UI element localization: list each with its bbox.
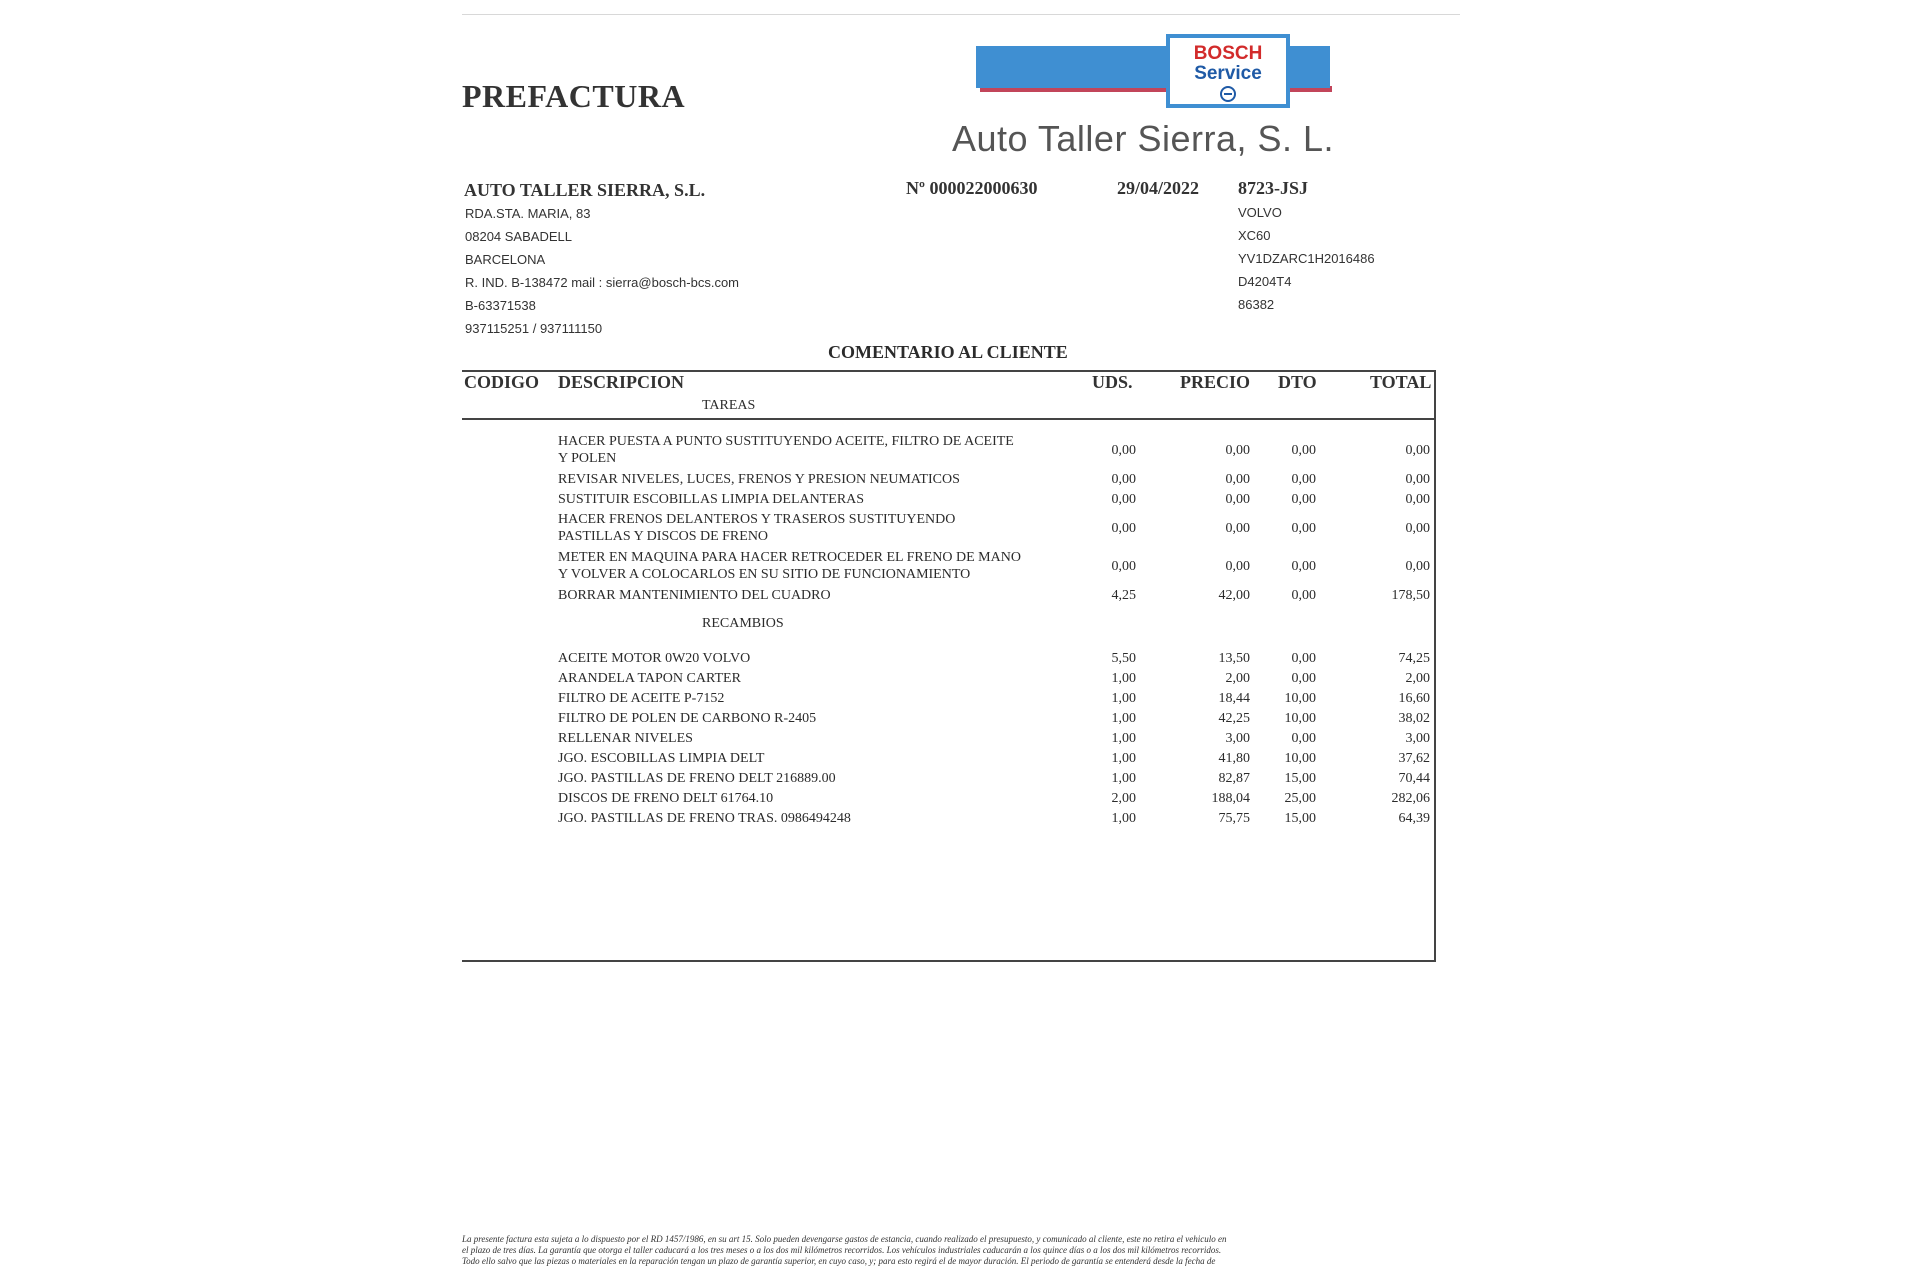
row-price: 188,04: [1211, 791, 1250, 806]
row-units: 5,50: [1111, 651, 1136, 666]
bosch-service-logo: [976, 34, 1330, 100]
col-units: UDS.: [1092, 372, 1133, 392]
row-discount: 10,00: [1284, 691, 1316, 706]
row-total: 3,00: [1405, 731, 1430, 746]
row-description: HACER PUESTA A PUNTO SUSTITUYENDO ACEITE, FILTRO DE ACEITE: [558, 434, 1014, 449]
row-description-cont: Y POLEN: [558, 451, 617, 466]
row-price: 13,50: [1218, 651, 1250, 666]
row-description: SUSTITUIR ESCOBILLAS LIMPIA DELANTERAS: [558, 492, 865, 507]
row-total: 282,06: [1391, 791, 1430, 806]
row-description: JGO. ESCOBILLAS LIMPIA DELT: [558, 751, 765, 766]
row-total: 0,00: [1405, 443, 1430, 458]
row-description: ACEITE MOTOR 0W20 VOLVO: [558, 651, 751, 666]
row-total: 74,25: [1398, 651, 1430, 666]
row-total: 178,50: [1391, 588, 1430, 603]
row-price: 0,00: [1225, 521, 1250, 536]
row-discount: 0,00: [1291, 671, 1316, 686]
row-price: 42,25: [1218, 711, 1250, 726]
row-description-cont: Y VOLVER A COLOCARLOS EN SU SITIO DE FUNCIONAMIENTO: [558, 567, 971, 582]
row-description: METER EN MAQUINA PARA HACER RETROCEDER EL FRENO DE MANO: [558, 550, 1021, 565]
row-units: 0,00: [1111, 492, 1136, 507]
row-description: HACER FRENOS DELANTEROS Y TRASEROS SUSTITUYENDO: [558, 512, 956, 527]
row-units: 0,00: [1111, 443, 1136, 458]
row-units: 1,00: [1111, 811, 1136, 826]
issuer-city: 08204 SABADELL: [465, 229, 572, 244]
row-price: 3,00: [1225, 731, 1250, 746]
row-discount: 0,00: [1291, 588, 1316, 603]
issuer-address: RDA.STA. MARIA, 83: [465, 206, 591, 221]
vehicle-vin: YV1DZARC1H2016486: [1238, 251, 1375, 266]
vehicle-plate: 8723-JSJ: [1238, 178, 1309, 198]
row-price: 75,75: [1218, 811, 1250, 826]
row-discount: 10,00: [1284, 711, 1316, 726]
row-units: 1,00: [1111, 671, 1136, 686]
row-discount: 15,00: [1284, 811, 1316, 826]
col-code: CODIGO: [464, 372, 540, 392]
row-units: 1,00: [1111, 731, 1136, 746]
row-total: 70,44: [1398, 771, 1430, 786]
row-units: 4,25: [1111, 588, 1136, 603]
col-description: DESCRIPCION: [558, 372, 685, 392]
row-total: 0,00: [1405, 521, 1430, 536]
row-total: 0,00: [1405, 492, 1430, 507]
row-price: 2,00: [1225, 671, 1250, 686]
row-price: 0,00: [1225, 492, 1250, 507]
row-units: 0,00: [1111, 472, 1136, 487]
issuer-cif: B-63371538: [465, 298, 536, 313]
row-price: 0,00: [1225, 472, 1250, 487]
comment-title: COMENTARIO AL CLIENTE: [828, 342, 1068, 362]
row-discount: 0,00: [1291, 559, 1316, 574]
vehicle-engine: D4204T4: [1238, 274, 1292, 289]
row-description: JGO. PASTILLAS DE FRENO DELT 216889.00: [558, 771, 836, 786]
row-description: RELLENAR NIVELES: [558, 731, 693, 746]
vehicle-make: VOLVO: [1238, 205, 1282, 220]
bosch-armature-icon: [1220, 86, 1236, 102]
row-units: 1,00: [1111, 751, 1136, 766]
vehicle-model: XC60: [1238, 228, 1271, 243]
issuer-name: AUTO TALLER SIERRA, S.L.: [464, 180, 706, 200]
row-total: 0,00: [1405, 472, 1430, 487]
issuer-registry: R. IND. B-138472 mail : sierra@bosch-bcs.com: [465, 275, 740, 290]
row-total: 64,39: [1398, 811, 1430, 826]
col-total: TOTAL: [1370, 372, 1432, 392]
row-price: 0,00: [1225, 443, 1250, 458]
row-description: ARANDELA TAPON CARTER: [558, 671, 741, 686]
row-description: REVISAR NIVELES, LUCES, FRENOS Y PRESION NEUMATICOS: [558, 472, 960, 487]
footer-legal-2: el plazo de tres días. La garantía que otorga el taller caducará a los tres meses o a los dos mil kilómetros recorridos. Los vehículos industriales caducarán a los quince días o a los dos mil kilómetros recorridos.: [462, 1245, 1222, 1255]
row-discount: 10,00: [1284, 751, 1316, 766]
row-discount: 0,00: [1291, 472, 1316, 487]
row-total: 37,62: [1398, 751, 1430, 766]
row-price: 82,87: [1218, 771, 1250, 786]
logo-brand: BOSCH: [1193, 43, 1263, 64]
row-description: FILTRO DE POLEN DE CARBONO R-2405: [558, 711, 817, 726]
row-discount: 0,00: [1291, 492, 1316, 507]
section-tareas: TAREAS: [702, 398, 756, 413]
row-units: 1,00: [1111, 691, 1136, 706]
issuer-phones: 937115251 / 937111150: [465, 321, 603, 336]
row-discount: 0,00: [1291, 521, 1316, 536]
row-price: 41,80: [1218, 751, 1250, 766]
document-title: PREFACTURA: [462, 78, 686, 114]
footer-legal-3: Todo ello salvo que las piezas o materiales en la reparación tengan un plazo de garantía superior, en cuyo caso, y; para esto regirá el de mayor duración. El periodo de garantía se entenderá desde la fecha de: [462, 1256, 1216, 1266]
row-description: JGO. PASTILLAS DE FRENO TRAS. 0986494248: [558, 811, 851, 826]
row-description: DISCOS DE FRENO DELT 61764.10: [558, 791, 774, 806]
issuer-province: BARCELONA: [465, 252, 546, 267]
row-discount: 15,00: [1284, 771, 1316, 786]
section-recambios: RECAMBIOS: [702, 616, 784, 631]
vehicle-km: 86382: [1238, 297, 1275, 312]
row-description-cont: PASTILLAS Y DISCOS DE FRENO: [558, 529, 769, 544]
row-description: FILTRO DE ACEITE P-7152: [558, 691, 725, 706]
row-units: 0,00: [1111, 559, 1136, 574]
col-discount: DTO: [1278, 372, 1317, 392]
row-units: 1,00: [1111, 771, 1136, 786]
header-separator: [462, 418, 1434, 420]
invoice-number: Nº 000022000630: [906, 178, 1038, 198]
logo-badge: [1166, 34, 1290, 108]
row-total: 38,02: [1398, 711, 1430, 726]
row-units: 1,00: [1111, 711, 1136, 726]
row-discount: 0,00: [1291, 651, 1316, 666]
row-price: 18,44: [1218, 691, 1250, 706]
logo-service: Service: [1194, 63, 1262, 84]
scan-edge-line: [462, 14, 1460, 15]
row-price: 42,00: [1218, 588, 1250, 603]
row-description: BORRAR MANTENIMIENTO DEL CUADRO: [558, 588, 831, 603]
footer-legal-1: La presente factura esta sujeta a lo dispuesto por el RD 1457/1986, en su art 15. Solo pueden devengarse gastos de estancia, cuando realizado el presupuesto, y comunicado al cliente, este no retira el vehiculo en: [462, 1234, 1227, 1244]
row-total: 2,00: [1405, 671, 1430, 686]
row-units: 2,00: [1111, 791, 1136, 806]
row-total: 0,00: [1405, 559, 1430, 574]
row-discount: 0,00: [1291, 443, 1316, 458]
row-discount: 0,00: [1291, 731, 1316, 746]
invoice-date: 29/04/2022: [1117, 178, 1200, 198]
logo-company-name: Auto Taller Sierra, S. L.: [952, 118, 1335, 159]
row-price: 0,00: [1225, 559, 1250, 574]
row-discount: 25,00: [1284, 791, 1316, 806]
col-price: PRECIO: [1180, 372, 1251, 392]
row-units: 0,00: [1111, 521, 1136, 536]
row-total: 16,60: [1398, 691, 1430, 706]
